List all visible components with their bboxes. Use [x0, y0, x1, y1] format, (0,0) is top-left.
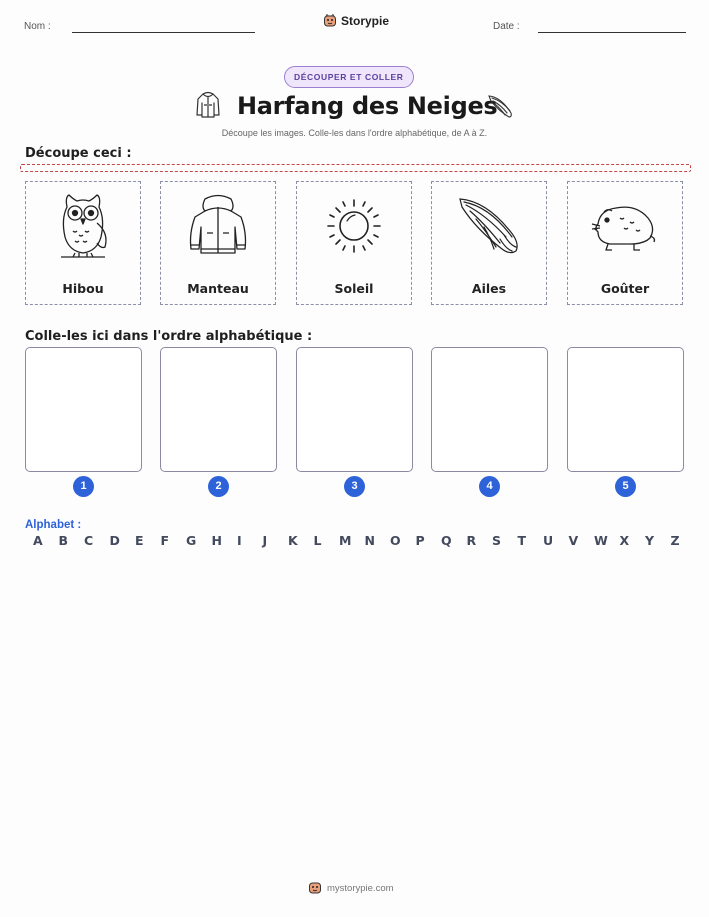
page-title: Harfang des Neiges [237, 92, 498, 120]
alphabet-title: Alphabet : [25, 519, 82, 531]
alphabet-letter: E [135, 533, 144, 548]
cut-card-gouter[interactable] [567, 181, 683, 305]
owl-icon [53, 191, 113, 261]
date-label: Date : [493, 21, 520, 32]
cut-card-ailes[interactable] [431, 181, 547, 305]
card-label: Goûter [600, 281, 650, 296]
alphabet-letter: Y [645, 533, 655, 548]
cut-card-soleil[interactable] [296, 181, 412, 305]
alphabet-row [33, 533, 696, 548]
alphabet-letter: R [466, 533, 477, 548]
brand-logo [323, 14, 389, 28]
alphabet-letter: M [339, 533, 352, 548]
cut-card-hibou[interactable] [25, 181, 141, 305]
footer-site-link[interactable]: mystorypie.com [327, 882, 394, 894]
paste-heading: Colle-les ici dans l'ordre alphabétique : [25, 329, 313, 344]
alphabet-letter: N [364, 533, 375, 548]
card-label: Hibou [62, 281, 104, 296]
alphabet-letter: J [262, 533, 268, 548]
slot-number-5: 5 [615, 476, 636, 497]
footer [308, 881, 394, 895]
alphabet-letter: L [313, 533, 322, 548]
cut-card-manteau[interactable] [160, 181, 276, 305]
activity-badge: DÉCOUPER ET COLLER [284, 66, 414, 88]
alphabet-letter: K [288, 533, 298, 548]
alphabet-letter: Q [441, 533, 452, 548]
alphabet-letter: F [160, 533, 170, 548]
wing-icon [456, 193, 522, 259]
alphabet-letter: H [211, 533, 222, 548]
alphabet-letter: G [186, 533, 197, 548]
paste-slot-2[interactable] [160, 347, 277, 472]
alphabet-letter: X [619, 533, 630, 548]
alphabet-letter: T [517, 533, 527, 548]
alphabet-letter: W [594, 533, 608, 548]
paste-slot-1[interactable] [25, 347, 142, 472]
alphabet-letter: A [33, 533, 43, 548]
card-label: Ailes [471, 281, 507, 296]
slot-number-2: 2 [208, 476, 229, 497]
alphabet-letter: S [492, 533, 502, 548]
slot-number-3: 3 [344, 476, 365, 497]
alphabet-letter: P [415, 533, 425, 548]
date-line[interactable] [538, 32, 686, 33]
alphabet-letter: Z [670, 533, 680, 548]
cut-line [20, 164, 691, 172]
sun-icon [323, 195, 385, 257]
alphabet-letter: O [390, 533, 401, 548]
alphabet-letter: I [237, 533, 242, 548]
storypie-mascot-icon [308, 881, 322, 895]
instructions: Découpe les images. Colle-les dans l'ordre alphabétique, de A à Z. [221, 128, 488, 138]
slot-number-4: 4 [479, 476, 500, 497]
name-line[interactable] [72, 32, 255, 33]
paste-slot-4[interactable] [431, 347, 548, 472]
hamster-icon [590, 198, 660, 254]
coat-decoration-icon [193, 90, 223, 125]
wing-decoration-icon [485, 91, 515, 126]
alphabet-letter: D [109, 533, 120, 548]
card-label: Soleil [334, 281, 374, 296]
slot-number-1: 1 [73, 476, 94, 497]
alphabet-letter: U [543, 533, 554, 548]
storypie-mascot-icon [323, 14, 337, 28]
cut-heading: Découpe ceci : [25, 146, 132, 161]
name-label: Nom : [24, 21, 51, 32]
alphabet-letter: V [568, 533, 579, 548]
coat-icon [185, 193, 251, 259]
paste-slot-3[interactable] [296, 347, 413, 472]
paste-slot-5[interactable] [567, 347, 684, 472]
alphabet-letter: B [58, 533, 69, 548]
brand-name: Storypie [341, 14, 390, 28]
card-label: Manteau [187, 281, 249, 296]
alphabet-letter: C [84, 533, 94, 548]
